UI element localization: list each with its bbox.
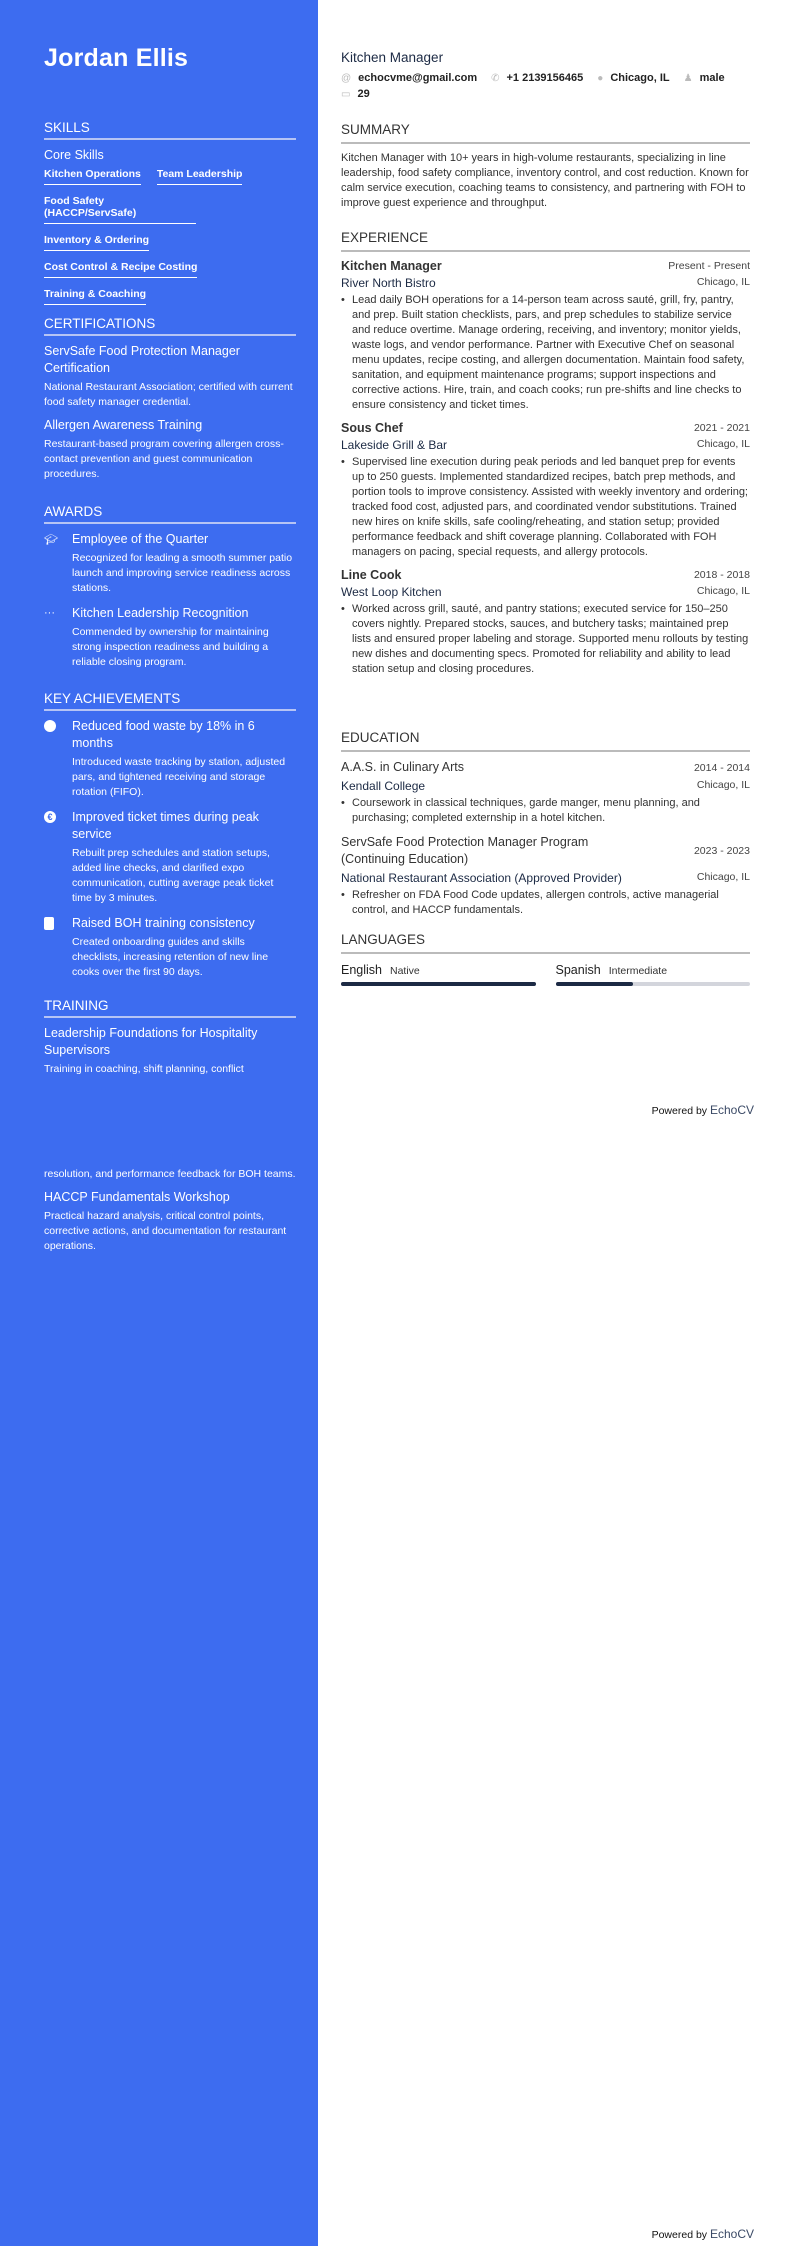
certifications-section <box>44 316 296 482</box>
proficiency-bar <box>556 982 751 986</box>
language-item <box>341 961 536 986</box>
phone[interactable]: +1 2139156465 <box>506 72 584 84</box>
candidate-name: Jordan Ellis <box>44 44 189 72</box>
age: 29 <box>357 88 370 100</box>
position: Kitchen Manager <box>341 259 442 273</box>
header <box>341 50 750 100</box>
achievement-item <box>44 718 296 800</box>
certification-title: Allergen Awareness Training <box>44 418 203 432</box>
school: National Restaurant Association (Approved Provider) <box>341 871 622 885</box>
location: Chicago, IL <box>696 437 750 450</box>
training-title: Leadership Foundations for Hospitality Supervisors <box>44 1026 258 1057</box>
awards-heading: AWARDS <box>44 504 296 524</box>
experience-item <box>341 421 750 560</box>
chat-bubble-icon <box>44 718 72 800</box>
achievement-item <box>44 809 296 906</box>
experience-section <box>341 230 750 685</box>
person-icon: ♟ <box>683 72 693 84</box>
bullet: • Lead daily BOH operations for a 14-person team across sauté, grill, fry, pantry, and prep. Built station checklists, pars, and prep schedules to stabilize service and reduce overtime. Manage ordering, receiving, and inventory; monitor yields, waste logs, and vendor performance. Partner with Executive Chef on seasonal menu updates, recipe costing, and allergen documentation. Maintain food safety, sanitation, and equipment maintenance programs; support inspections and corrective actions. Hire, train, and coach cooks; run pre-shifts and line checks to ensure consistency and ticket times. <box>341 293 750 413</box>
education-item <box>341 759 750 826</box>
skill-chip: Cost Control & Recipe Costing <box>44 261 197 278</box>
training-section <box>44 998 296 1077</box>
training-continued <box>44 1164 296 1254</box>
certification-title: ServSafe Food Protection Manager Certification <box>44 344 240 375</box>
achievements-section <box>44 691 296 989</box>
proficiency-bar <box>341 982 536 986</box>
at-icon: @ <box>341 72 352 84</box>
skill-chip: Kitchen Operations <box>44 168 141 185</box>
experience-heading: EXPERIENCE <box>341 230 750 252</box>
experience-item <box>341 568 750 677</box>
achievement-title: Raised BOH training consistency <box>72 916 255 930</box>
euro-icon: € <box>44 809 72 906</box>
email[interactable]: echocvme@gmail.com <box>358 72 478 84</box>
skill-chip: Food Safety (HACCP/ServSafe) <box>44 195 196 224</box>
footer-brand[interactable]: EchoCV <box>709 1103 754 1117</box>
language-name: Spanish <box>555 963 601 977</box>
training-item <box>44 1189 296 1254</box>
achievement-item <box>44 915 296 980</box>
skill-chip: Inventory & Ordering <box>44 234 149 251</box>
achievement-desc: Created onboarding guides and skills checklists, increasing retention of new line cooks over the first 90 days. <box>72 936 269 978</box>
skills-heading: SKILLS <box>44 120 296 140</box>
clipboard-icon <box>44 915 72 980</box>
summary-section <box>341 122 750 211</box>
achievement-desc: Rebuilt prep schedules and station setups, added line checks, and clarified expo communication, cutting average peak ticket time by 3 minutes. <box>72 847 274 904</box>
gender: male <box>699 72 725 84</box>
experience-item <box>341 259 750 413</box>
page-2 <box>0 1123 794 2246</box>
location: Chicago, IL <box>696 584 750 597</box>
language-level: Native <box>390 965 420 977</box>
school: Kendall College <box>341 779 426 793</box>
education-heading: EDUCATION <box>341 730 750 752</box>
position: Sous Chef <box>341 421 403 435</box>
achievement-desc: Introduced waste tracking by station, adjusted pars, and tightened receiving and storage rotation (FIFO). <box>72 756 286 798</box>
bullet: • Supervised line execution during peak periods and led banquet prep for events up to 250 guests. Implemented standardized recipes, batch prep methods, and portion tools to improve consistency. Assisted with weekly inventory and ordering; tracked food cost, adjusted pars, and coordinated vendor substitutions. Trained new hires on knife skills, safe cooling/reheating, and station setup; provided performance feedback and shift coverage planning. Collaborated with FOH managers on pacing, special requests, and allergy protocols. <box>341 455 750 560</box>
certification-item <box>44 343 296 410</box>
award-desc: Recognized for leading a smooth summer patio launch and improving service readiness across stations. <box>72 552 293 594</box>
calendar-icon: ▭ <box>341 88 351 100</box>
proficiency-fill <box>341 982 536 986</box>
skills-section <box>44 120 296 305</box>
sidebar-continued <box>0 1123 318 2246</box>
footer-prefix: Powered by <box>651 1105 708 1117</box>
ellipsis-icon: ··· <box>44 607 55 619</box>
language-item <box>556 961 751 986</box>
language-name: English <box>341 963 382 977</box>
location: Chicago, IL <box>696 778 750 791</box>
skill-chip: Training & Coaching <box>44 288 146 305</box>
bullet: • Refresher on FDA Food Code updates, allergen controls, active managerial control, and HACCP fundamentals. <box>341 888 750 918</box>
location: Chicago, IL <box>696 870 750 883</box>
job-title: Kitchen Manager <box>341 50 444 65</box>
training-desc: resolution, and performance feedback for BOH teams. <box>44 1168 296 1180</box>
training-desc: Training in coaching, shift planning, conflict <box>44 1063 244 1075</box>
location-pin-icon: ● <box>597 72 604 84</box>
language-level: Intermediate <box>608 965 668 977</box>
dates: 2018 - 2018 <box>693 569 750 581</box>
award-title: Kitchen Leadership Recognition <box>72 606 249 620</box>
award-desc: Commended by ownership for maintaining strong inspection readiness and building a reliable closing program. <box>72 626 269 668</box>
achievement-title: Reduced food waste by 18% in 6 months <box>72 719 255 750</box>
sidebar <box>0 0 318 1123</box>
graduation-cap-icon: 🎓︎ <box>44 534 58 546</box>
bullet: • Coursework in classical techniques, garde manger, menu planning, and purchasing; completed externship in a hotel kitchen. <box>341 796 750 826</box>
contact-info <box>341 72 750 100</box>
company: River North Bistro <box>341 276 436 290</box>
certification-desc: Restaurant-based program covering allergen cross-contact prevention and guest communication procedures. <box>44 438 284 480</box>
languages-heading: LANGUAGES <box>341 932 750 954</box>
proficiency-fill <box>556 982 634 986</box>
languages-section <box>341 932 750 986</box>
achievement-title: Improved ticket times during peak service <box>72 810 259 841</box>
position: Line Cook <box>341 568 402 582</box>
powered-by-footer <box>652 1103 754 1117</box>
certification-desc: National Restaurant Association; certified with current food safety manager credential. <box>44 381 293 408</box>
degree: ServSafe Food Protection Manager Program (Continuing Education) <box>341 835 589 866</box>
skill-chip: Team Leadership <box>157 168 243 185</box>
awards-section <box>44 504 296 679</box>
dates: 2014 - 2014 <box>693 761 750 774</box>
training-desc: Practical hazard analysis, critical control points, corrective actions, and documentation for restaurant operations. <box>44 1210 287 1252</box>
bullet: • Worked across grill, sauté, and pantry stations; executed service for 150–250 covers nightly. Prepared stocks, sauces, and butchery tasks; maintained prep lists and ensured proper labeling and storage. Supported menu rollouts by testing new dishes and documenting specs. Promoted for reliability and ability to lead station setup and closing procedures. <box>341 602 750 677</box>
skills-group-title: Core Skills <box>44 148 104 162</box>
award-item <box>44 531 296 596</box>
location: Chicago, IL <box>610 72 670 84</box>
achievements-heading: KEY ACHIEVEMENTS <box>44 691 296 711</box>
degree: A.A.S. in Culinary Arts <box>341 760 464 774</box>
summary-text: Kitchen Manager with 10+ years in high-volume restaurants, specializing in line leadership, food safety compliance, inventory control, and cost reduction. Known for calm service execution, coaching teams to consistency, and partnering with FOH to improve guest experience and throughput. <box>341 152 749 209</box>
dates: 2023 - 2023 <box>693 845 750 857</box>
dates: 2021 - 2021 <box>693 422 750 434</box>
company: Lakeside Grill & Bar <box>341 438 448 452</box>
certifications-heading: CERTIFICATIONS <box>44 316 296 336</box>
education-item <box>341 834 750 918</box>
powered-by-footer <box>652 2227 754 2241</box>
company: West Loop Kitchen <box>341 585 442 599</box>
award-title: Employee of the Quarter <box>72 532 209 546</box>
training-title: HACCP Fundamentals Workshop <box>44 1190 230 1204</box>
training-heading: TRAINING <box>44 998 296 1018</box>
certification-item <box>44 417 296 482</box>
footer-prefix: Powered by <box>651 2229 708 2241</box>
award-item <box>44 605 296 670</box>
location: Chicago, IL <box>696 275 750 288</box>
phone-icon: ✆ <box>491 72 500 84</box>
education-section <box>341 730 750 926</box>
dates: Present - Present <box>668 260 750 272</box>
footer-brand[interactable]: EchoCV <box>709 2227 754 2241</box>
summary-heading: SUMMARY <box>341 122 750 144</box>
